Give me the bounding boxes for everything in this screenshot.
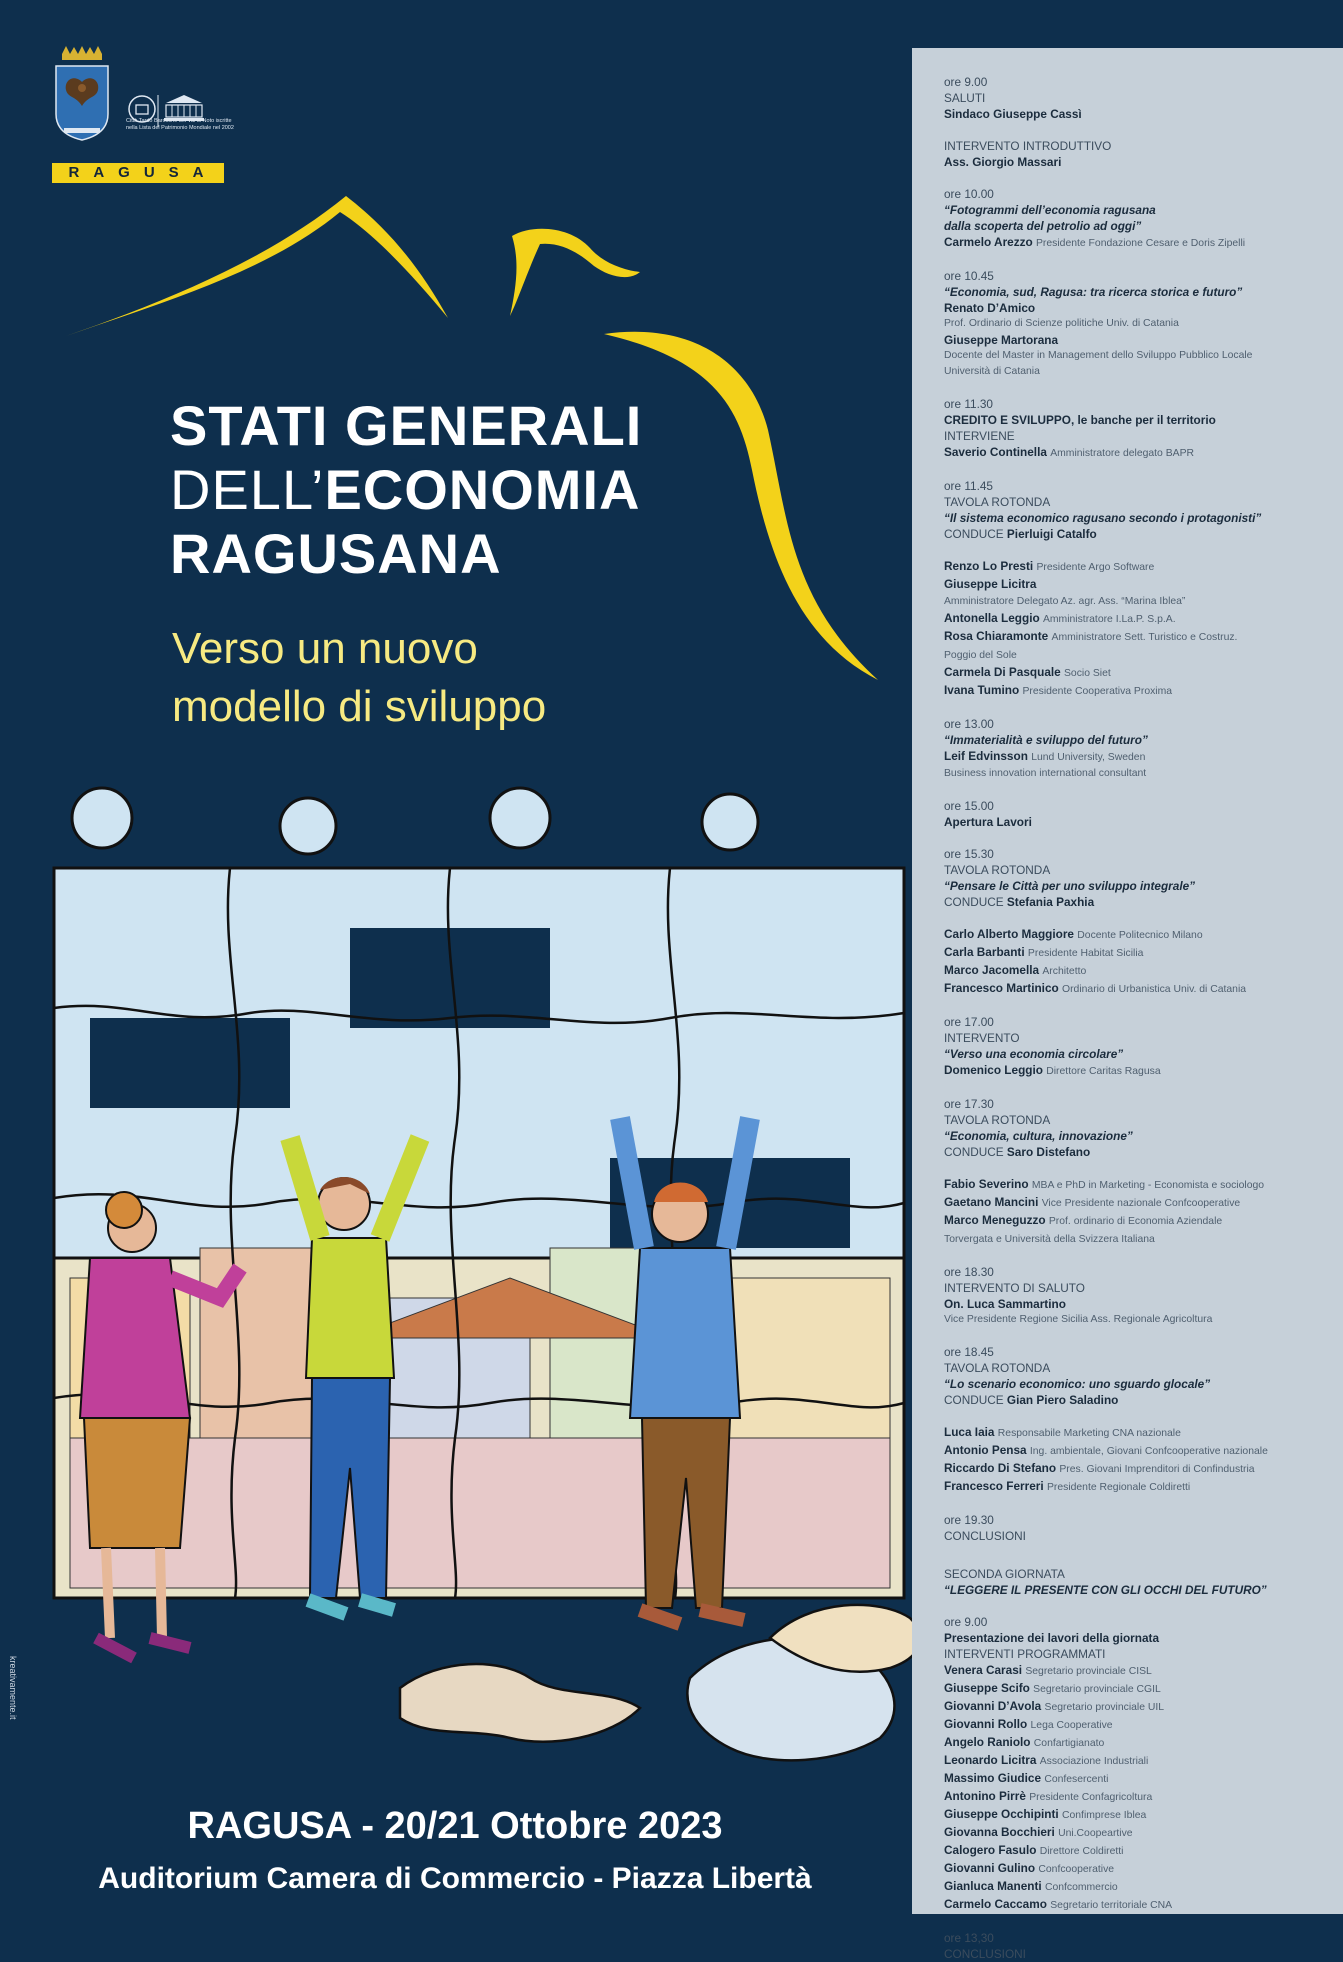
speaker-name: Giuseppe Occhipinti — [944, 1807, 1059, 1821]
slot-time: ore 15.30 — [944, 847, 994, 861]
program-slot — [944, 1512, 1331, 1544]
slot-time: ore 13,30 — [944, 1931, 994, 1945]
speaker-name: Renato D’Amico — [944, 301, 1036, 315]
panel-member — [944, 576, 1331, 592]
speaker-name: Giuseppe Martorana — [944, 333, 1059, 347]
speaker-name: Carmelo Arezzo — [944, 235, 1033, 249]
yellow-bird-swoosh-icon — [0, 0, 900, 700]
speaker-role: Segretario territoriale CNA — [1050, 1900, 1173, 1911]
panel-member — [944, 664, 1331, 682]
program-slot — [944, 1344, 1331, 1408]
panel-member — [944, 1442, 1331, 1460]
speaker-line — [944, 748, 1331, 766]
panel-member — [944, 1878, 1331, 1896]
slot-title: Apertura Lavori — [944, 815, 1032, 829]
speaker-role: Lund University, Sweden — [1031, 752, 1146, 763]
speaker-role: Amministratore Sett. Turistico e Costruz. — [1051, 632, 1238, 643]
speaker-role: Uni.Coopeartive — [1058, 1828, 1133, 1839]
speaker-role: Direttore Coldiretti — [1039, 1846, 1124, 1857]
subtitle-line-1: Verso un nuovo — [172, 624, 478, 673]
program-slot — [944, 478, 1331, 542]
panel-member — [944, 610, 1331, 628]
subtitle-line-2: modello di sviluppo — [172, 682, 547, 731]
speaker-role: Prof. Ordinario di Scienze politiche Univ. di Catania — [944, 318, 1179, 329]
program-day2-header — [944, 1566, 1331, 1598]
speaker-name: Antonino Pirrè — [944, 1789, 1026, 1803]
slot-time: ore 11.45 — [944, 479, 993, 493]
puzzle-city-illustration — [50, 778, 950, 1768]
slot-topic: “Fotogrammi dell’economia ragusana — [944, 203, 1156, 217]
slot-time: ore 11.30 — [944, 397, 993, 411]
ragusa-wordmark: RAGUSA — [52, 163, 224, 183]
speaker-role: Prof. ordinario di Economia Aziendale — [1048, 1216, 1223, 1227]
speaker-name: Francesco Martinico — [944, 981, 1059, 995]
speaker-name: Leonardo Licitra — [944, 1753, 1037, 1767]
event-venue: Auditorium Camera di Commercio - Piazza Libertà — [98, 1862, 812, 1895]
speaker-role: Confartigianato — [1033, 1738, 1105, 1749]
unesco-caption: Città Tardo Barocche del Val di Noto iscritte nella Lista del Patrimonio Mondiale nel 2002 — [126, 118, 234, 131]
slot-time: ore 19.30 — [944, 1513, 994, 1527]
event-title — [170, 394, 770, 586]
panel-list — [944, 1662, 1331, 1914]
speaker-role: Socio Siet — [1064, 668, 1111, 679]
program-slot — [944, 268, 1331, 380]
speaker-name: Angelo Raniolo — [944, 1735, 1031, 1749]
panel-member — [944, 1824, 1331, 1842]
slot-label: CONCLUSIONI — [944, 1947, 1026, 1961]
speaker-name: Antonio Pensa — [944, 1443, 1027, 1457]
slot-time: ore 17.00 — [944, 1015, 994, 1029]
speaker-name: Carlo Alberto Maggiore — [944, 927, 1074, 941]
program-slot — [944, 846, 1331, 910]
speaker-name: Rosa Chiaramonte — [944, 629, 1049, 643]
speaker-role: Segretario provinciale UIL — [1044, 1702, 1165, 1713]
slot-title: Presentazione dei lavori della giornata — [944, 1631, 1160, 1645]
slot-label: CONCLUSIONI — [944, 1529, 1026, 1543]
panel-member — [944, 1680, 1331, 1698]
speaker-role: Associazione Industriali — [1039, 1756, 1149, 1767]
moderator-line: CONDUCE Gian Piero Saladino — [944, 1393, 1119, 1407]
panel-member — [944, 646, 1331, 664]
slot-topic: “Il sistema economico ragusano secondo i protagonisti” — [944, 511, 1262, 525]
speaker-role: Business innovation international consultant — [944, 768, 1147, 779]
speaker-line: On. Luca Sammartino — [944, 1297, 1066, 1311]
speaker-role: Segretario provinciale CISL — [1025, 1666, 1152, 1677]
speaker-name: Gaetano Mancini — [944, 1195, 1039, 1209]
panel-member — [944, 1716, 1331, 1734]
slot-time: ore 13.00 — [944, 717, 994, 731]
speaker-name: Carla Barbanti — [944, 945, 1025, 959]
slot-time: ore 9.00 — [944, 1615, 988, 1629]
panel-member — [944, 962, 1331, 980]
program-sidebar — [912, 48, 1343, 1961]
title-line-2 — [170, 458, 770, 522]
program-slot — [944, 186, 1331, 252]
speaker-name: Leif Edvinsson — [944, 749, 1028, 763]
program-slot — [944, 1264, 1331, 1328]
program-slot — [944, 396, 1331, 462]
speaker-role: Ing. ambientale, Giovani Confcooperative nazionale — [1029, 1446, 1268, 1457]
speaker-name: Riccardo Di Stefano — [944, 1461, 1057, 1475]
panel-member — [944, 1478, 1331, 1496]
speaker-name: Giovanni Rollo — [944, 1717, 1028, 1731]
speaker-role: Presidente Confagricoltura — [1029, 1792, 1153, 1803]
panel-member — [944, 1424, 1331, 1442]
slot-time: ore 18.30 — [944, 1265, 994, 1279]
speaker-role: Poggio del Sole — [944, 650, 1017, 661]
speaker-role: Amministratore I.La.P. S.p.A. — [1042, 614, 1176, 625]
slot-label: TAVOLA ROTONDA — [944, 1113, 1051, 1127]
speaker-role: Presidente Argo Software — [1036, 562, 1155, 573]
speaker-role: Vice Presidente Regione Sicilia Ass. Regionale Agricoltura — [944, 1314, 1213, 1325]
speaker-role: Pres. Giovani Imprenditori di Confindustria — [1059, 1464, 1255, 1475]
speaker-name: Giuseppe Cassì — [993, 107, 1082, 121]
moderator-name: Saro Distefano — [1006, 1145, 1091, 1159]
program-slot — [944, 74, 1331, 122]
slot-label: INTERVENTO — [944, 1031, 1020, 1045]
speaker-name: Giovanni D’Avola — [944, 1699, 1042, 1713]
title-line-3: RAGUSANA — [170, 522, 502, 585]
day2-label: SECONDA GIORNATA — [944, 1567, 1065, 1581]
speaker-role: Amministratore delegato BAPR — [1050, 448, 1195, 459]
speaker-name: Venera Carasi — [944, 1663, 1023, 1677]
speaker-name: Saverio Continella — [944, 445, 1047, 459]
moderator-line: CONDUCE Pierluigi Catalfo — [944, 527, 1097, 541]
program-slot — [944, 1096, 1331, 1160]
speaker-role: Torvergata e Università della Svizzera Italiana — [944, 1234, 1155, 1245]
title-line-2-prefix: DELL’ — [170, 458, 325, 521]
panel-member — [944, 1842, 1331, 1860]
slot-topic: “Immaterialità e sviluppo del futuro” — [944, 733, 1148, 747]
speaker-name: Renzo Lo Presti — [944, 559, 1034, 573]
panel-member — [944, 980, 1331, 998]
speaker-role: Ordinario di Urbanistica Univ. di Catania — [1062, 984, 1247, 995]
slot-time: ore 10.00 — [944, 187, 994, 201]
program-slot — [944, 798, 1331, 830]
slot-label: TAVOLA ROTONDA — [944, 1361, 1051, 1375]
speaker-name: Antonella Leggio — [944, 611, 1040, 625]
slot-topic: “Verso una economia circolare” — [944, 1047, 1124, 1061]
panel-member — [944, 926, 1331, 944]
event-subtitle — [172, 620, 732, 736]
slot-time: ore 15.00 — [944, 799, 994, 813]
panel-member — [944, 1212, 1331, 1230]
moderator-name: Gian Piero Saladino — [1006, 1393, 1119, 1407]
speaker-line — [944, 444, 1331, 462]
panel-member — [944, 1698, 1331, 1716]
moderator-line: CONDUCE Stefania Paxhia — [944, 895, 1095, 909]
speaker-role: Direttore Caritas Ragusa — [1046, 1066, 1161, 1077]
event-date: RAGUSA - 20/21 Ottobre 2023 — [187, 1805, 723, 1847]
slot-label: INTERVIENE — [944, 429, 1015, 443]
moderator-name: Pierluigi Catalfo — [1006, 527, 1097, 541]
panel-member — [944, 1662, 1331, 1680]
speaker-role: Confcommercio — [1044, 1882, 1118, 1893]
panel-list — [944, 1176, 1331, 1248]
speaker-name: Luca Sammartino — [966, 1297, 1066, 1311]
speaker-name: Giorgio Massari — [972, 155, 1062, 169]
speaker-role: Presidente Cooperativa Proxima — [1022, 686, 1173, 697]
speaker-name: Ivana Tumino — [944, 683, 1020, 697]
speaker-role: Docente del Master in Management dello Sviluppo Pubblico Locale — [944, 350, 1253, 361]
speaker-role: Responsabile Marketing CNA nazionale — [997, 1428, 1181, 1439]
panel-member — [944, 1460, 1331, 1478]
panel-member — [944, 1194, 1331, 1212]
panel-member — [944, 1752, 1331, 1770]
program-slot — [944, 1014, 1331, 1080]
speaker-role: Architetto — [1042, 966, 1087, 977]
slot-label: TAVOLA ROTONDA — [944, 495, 1051, 509]
panel-list — [944, 1424, 1331, 1496]
speaker-role: Università di Catania — [944, 366, 1040, 377]
moderator-line: CONDUCE Saro Distefano — [944, 1145, 1091, 1159]
panel-list — [944, 558, 1331, 700]
slot-topic: “Pensare le Città per uno sviluppo integrale” — [944, 879, 1196, 893]
slot-time: ore 18.45 — [944, 1345, 994, 1359]
slot-label: INTERVENTO INTRODUTTIVO — [944, 139, 1112, 153]
speaker-name: Giuseppe Scifo — [944, 1681, 1030, 1695]
panel-member — [944, 592, 1331, 610]
slot-topic: “Lo scenario economico: uno sguardo glocale” — [944, 1377, 1211, 1391]
speaker-name: Luca Iaia — [944, 1425, 995, 1439]
speaker-name: Giovanna Bocchieri — [944, 1825, 1055, 1839]
speaker-line: Sindaco Giuseppe Cassì — [944, 107, 1082, 121]
speaker-name: Carmelo Caccamo — [944, 1897, 1047, 1911]
speaker-line: Ass. Giorgio Massari — [944, 155, 1062, 169]
speaker-role: Presidente Regionale Coldiretti — [1046, 1482, 1191, 1493]
slot-topic: dalla scoperta del petrolio ad oggi” — [944, 219, 1142, 233]
speaker-role: Segretario provinciale CGIL — [1033, 1684, 1161, 1695]
program-slot — [944, 716, 1331, 782]
speaker-role: Confcooperative — [1038, 1864, 1115, 1875]
slot-title: CREDITO E SVILUPPO, le banche per il territorio — [944, 413, 1216, 427]
program-slot — [944, 1930, 1331, 1962]
panel-member — [944, 558, 1331, 576]
speaker-role: MBA e PhD in Marketing - Economista e sociologo — [1031, 1180, 1265, 1191]
panel-member — [944, 1176, 1331, 1194]
speaker-role: Confimprese Iblea — [1062, 1810, 1147, 1821]
speaker-name: Carmela Di Pasquale — [944, 665, 1061, 679]
speaker-name: Giuseppe Licitra — [944, 577, 1037, 591]
speaker-role: Docente Politecnico Milano — [1077, 930, 1203, 941]
slot-topic: “Economia, cultura, innovazione” — [944, 1129, 1133, 1143]
slot-topic: “Economia, sud, Ragusa: tra ricerca storica e futuro” — [944, 285, 1243, 299]
speaker-name: Gianluca Manenti — [944, 1879, 1042, 1893]
speaker-name: Massimo Giudice — [944, 1771, 1042, 1785]
day2-topic: “LEGGERE IL PRESENTE CON GLI OCCHI DEL FUTURO” — [944, 1583, 1267, 1597]
designer-credit: kreativamente.it — [8, 1656, 18, 1720]
panel-member — [944, 1896, 1331, 1914]
speaker-role: Amministratore Delegato Az. agr. Ass. “Marina Iblea” — [944, 596, 1186, 607]
speaker-name: Marco Jacomella — [944, 963, 1040, 977]
panel-list — [944, 926, 1331, 998]
speaker-name: Giovanni Gulino — [944, 1861, 1036, 1875]
panel-member — [944, 944, 1331, 962]
panel-member — [944, 682, 1331, 700]
speaker-name: Marco Meneguzzo — [944, 1213, 1046, 1227]
slot-label: INTERVENTI PROGRAMMATI — [944, 1647, 1106, 1661]
speaker-name: Francesco Ferreri — [944, 1479, 1044, 1493]
panel-member — [944, 1788, 1331, 1806]
speaker-role: Confesercenti — [1044, 1774, 1109, 1785]
panel-member — [944, 1734, 1331, 1752]
speaker-line — [944, 234, 1331, 252]
panel-member — [944, 1230, 1331, 1248]
speaker-line — [944, 1062, 1331, 1080]
title-line-2-main: ECONOMIA — [324, 458, 641, 521]
slot-time: ore 17.30 — [944, 1097, 994, 1111]
slot-label: INTERVENTO DI SALUTO — [944, 1281, 1085, 1295]
slot-time: ore 9.00 — [944, 75, 988, 89]
slot-time: ore 10.45 — [944, 269, 994, 283]
slot-label: SALUTI — [944, 91, 986, 105]
panel-member — [944, 1806, 1331, 1824]
speaker-role: Vice Presidente nazionale Confcooperative — [1041, 1198, 1241, 1209]
speaker-name: Domenico Leggio — [944, 1063, 1043, 1077]
program-slot — [944, 1614, 1331, 1914]
panel-member — [944, 1770, 1331, 1788]
speaker-role: Presidente Fondazione Cesare e Doris Zipelli — [1036, 238, 1246, 249]
speaker-role: Lega Cooperative — [1030, 1720, 1113, 1731]
speaker-name: Fabio Severino — [944, 1177, 1029, 1191]
speaker-role: Presidente Habitat Sicilia — [1027, 948, 1144, 959]
speaker-name: Calogero Fasulo — [944, 1843, 1037, 1857]
program-slot — [944, 138, 1331, 170]
title-line-1: STATI GENERALI — [170, 394, 643, 457]
slot-label: TAVOLA ROTONDA — [944, 863, 1051, 877]
panel-member — [944, 628, 1331, 646]
panel-member — [944, 1860, 1331, 1878]
moderator-name: Stefania Paxhia — [1006, 895, 1095, 909]
